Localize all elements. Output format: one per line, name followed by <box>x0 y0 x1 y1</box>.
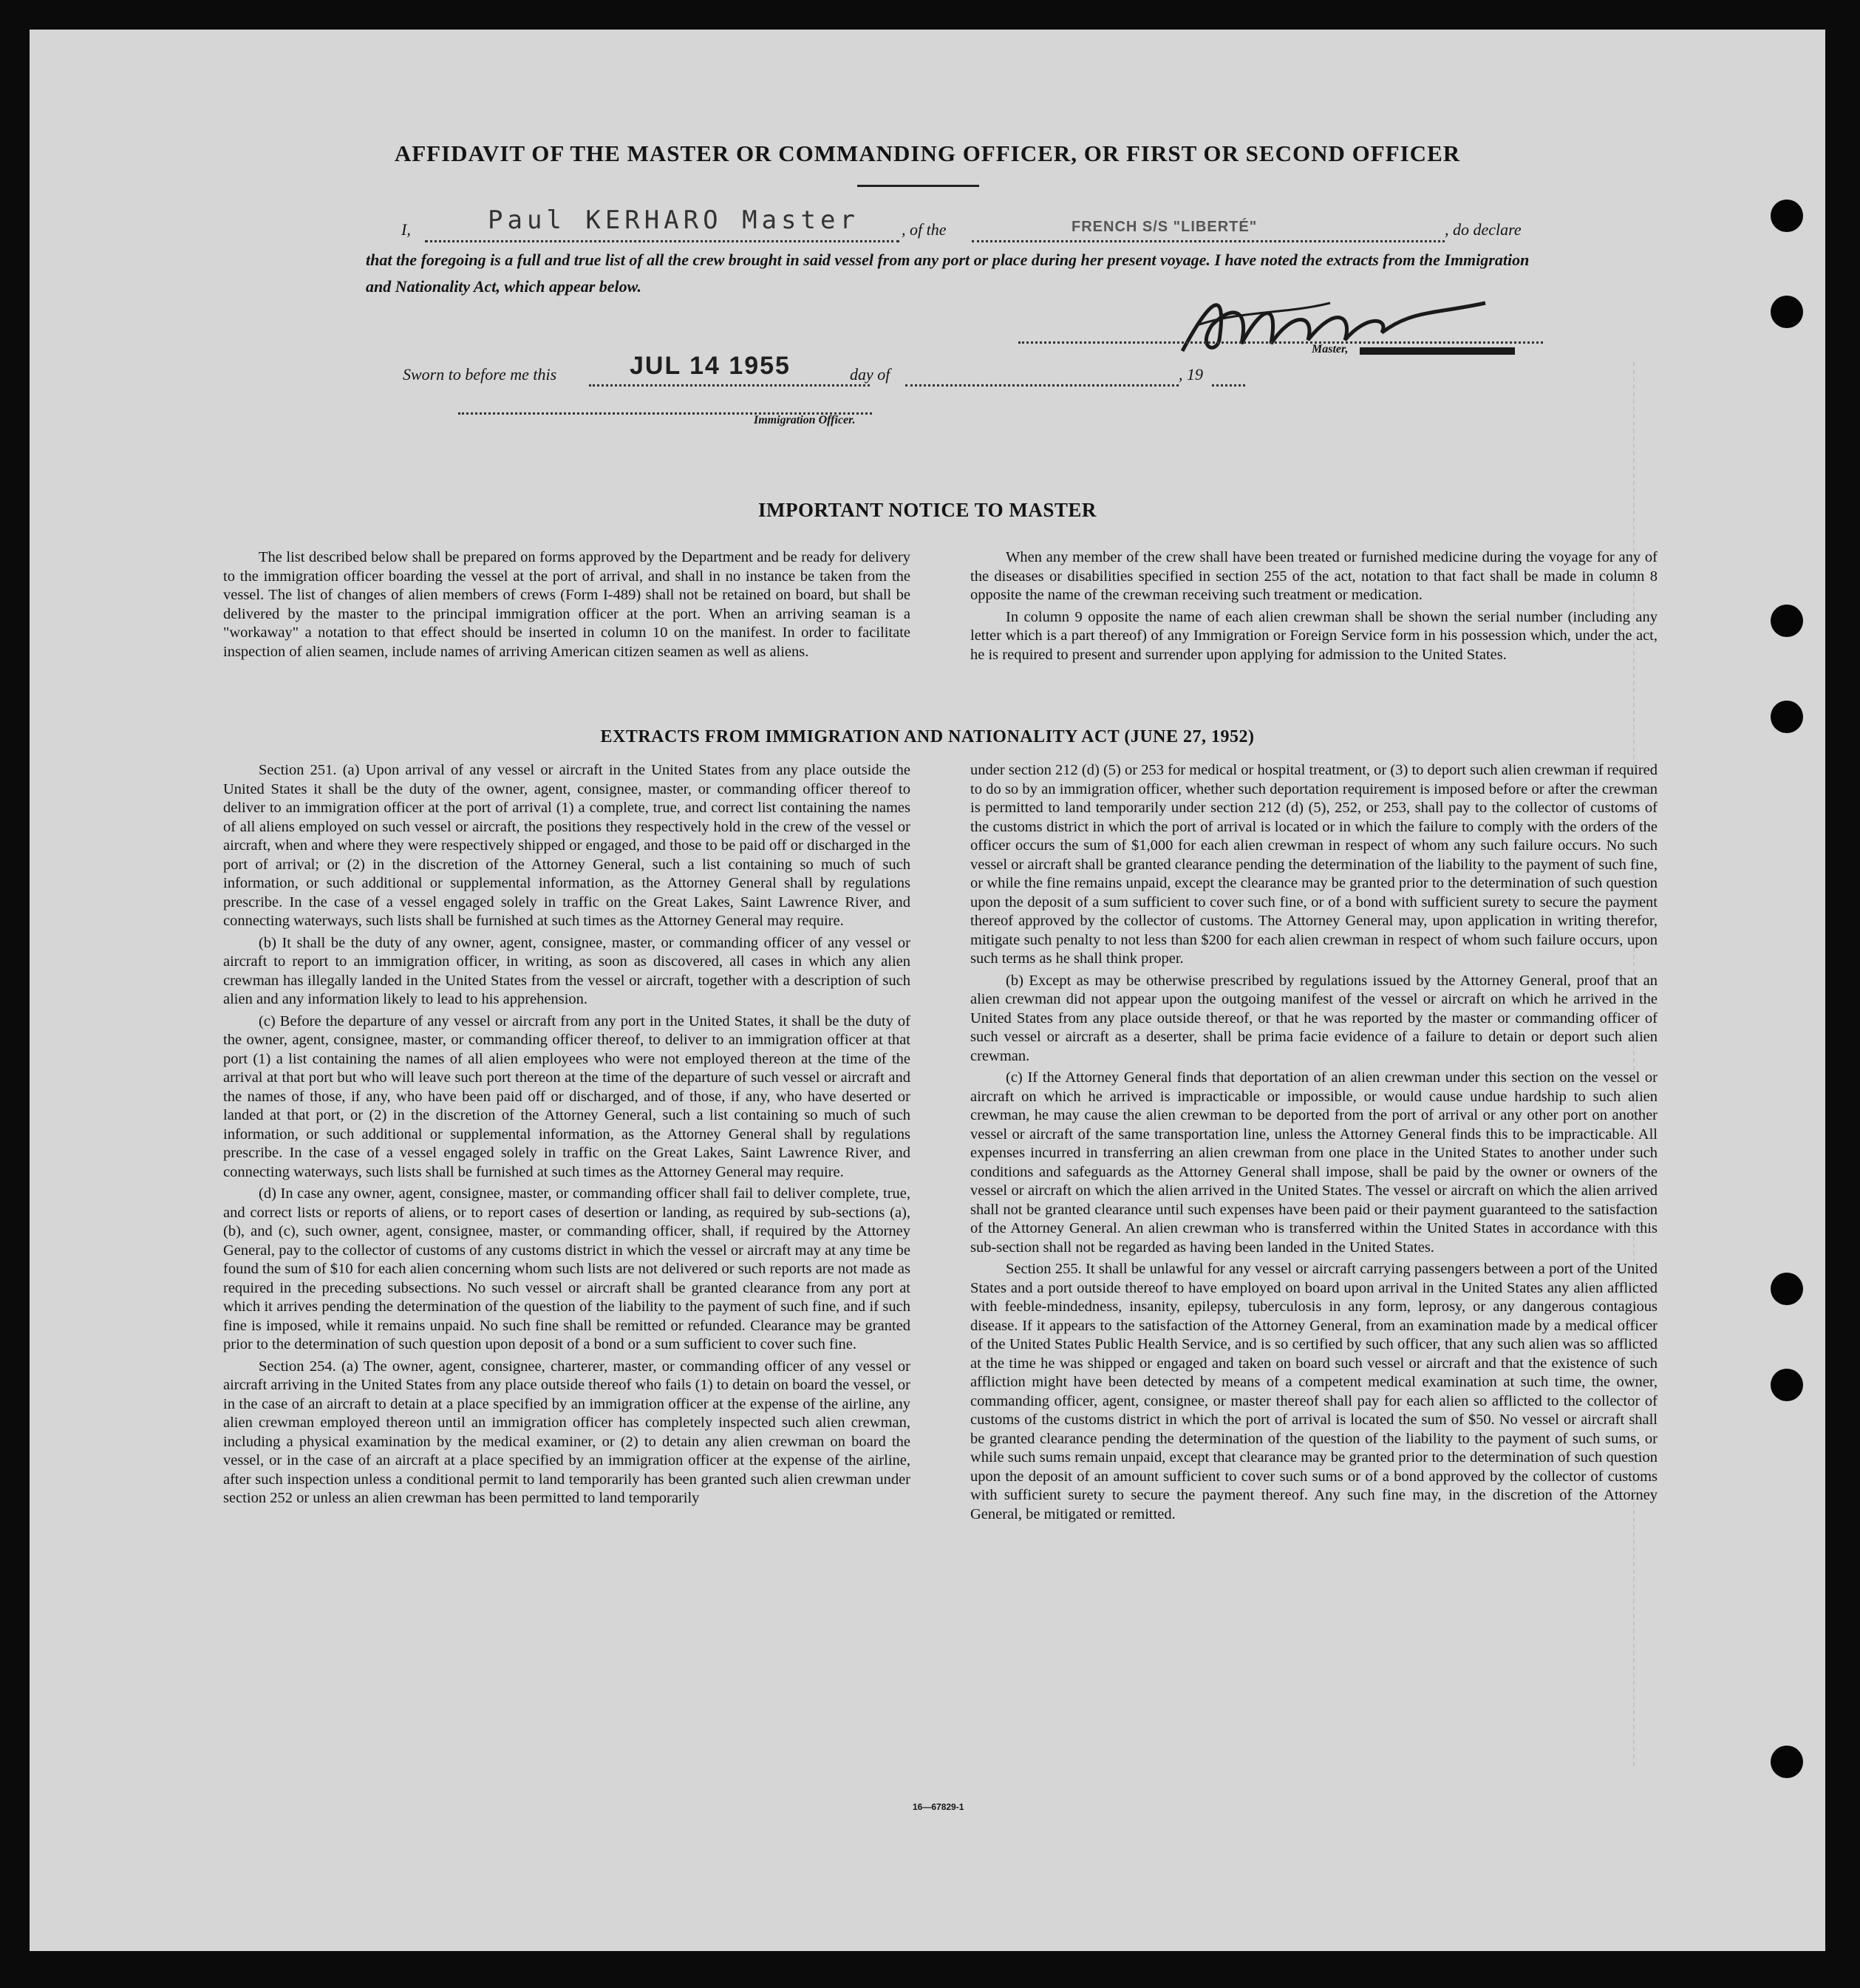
year-line <box>1212 384 1245 387</box>
extracts-left-column <box>223 761 910 1511</box>
notice-right-paragraph: In column 9 opposite the name of each alien crewman shall be shown the serial number (including any letter which is a part thereof) of any Immigration or Foreign Service form in his possession which, under the act, he is required to present and surrender upon applying for admission to the United States. <box>970 608 1658 663</box>
form-code: 16—67829-1 <box>913 1802 964 1812</box>
master-label: Master, <box>1312 343 1349 355</box>
signature-line <box>1018 341 1543 344</box>
vessel-line <box>972 240 1445 242</box>
do-declare-label: , do declare <box>1445 220 1522 239</box>
master-signature <box>1168 281 1522 370</box>
section-251-b: (b) It shall be the duty of any owner, agent, consignee, master, or commanding officer of any vessel or aircraft to report to an immigration officer, in writing, as soon as discovered, all cases in which any alien crewman has illegally landed in the United States from the vessel or aircraft, together with a description of such alien and any information likely to lead to his apprehension. <box>223 934 910 1007</box>
document-page <box>30 30 1825 1951</box>
declarant-name: Paul KERHARO Master <box>488 205 859 235</box>
sworn-day-line <box>589 384 870 387</box>
struck-title <box>1360 347 1515 355</box>
notice-right-paragraph: When any member of the crew shall have been treated or furnished medicine during the voyage for any of the diseases or disabilities specified in section 255 of the act, notation to that fact shall be made in column 8 opposite the name of the crewman receiving such treatment or medication. <box>970 549 1658 603</box>
extracts-right-column <box>970 761 1658 1527</box>
section-254-a-cont: under section 212 (d) (5) or 253 for medical or hospital treatment, or (3) to deport such alien crewman if required to do so by an immigration officer, whether such deportation requirement is imposed before or after the crewman is permitted to land temporarily under section 212 (d) (5), 252, or 253, shall pay to the collector of customs of the customs district in which the port of arrival is located or in which the failure to comply with the orders of the officer occurs the sum of $1,000 for each alien crewman in respect of whom any such failure occurs. No such vessel or aircraft shall be granted clearance pending the determination of the liability to the payment of such fine, or while the fine remains unpaid, except the clearance may be granted prior to the determination of such question upon the deposit of a sum sufficient to cover such fine, or of a bond with sufficient surety to secure the payment thereof approved by the collector of customs. The Attorney General may, upon application in writing therefor, mitigate such penalty to not less than $200 for each alien crewman in respect of whom such failure occurs, upon such terms as he shall think proper. <box>970 762 1658 967</box>
section-254-b: (b) Except as may be otherwise prescribed by regulations issued by the Attorney General, proof that an alien crewman did not appear upon the outgoing manifest of the vessel or aircraft on which he arrived in the United States from any place outside thereof, or that he was reported by the master or commanding officer of such vessel or aircraft as a deserter, shall be prima facie evidence of a failure to detain or deport such alien crewman. <box>970 972 1658 1064</box>
affidavit-statement: that the foregoing is a full and true list of all the crew brought in said vessel from any port or place during her present voyage. I have noted the extracts from the Immigration and Nationality Act, which appear below. <box>366 251 1530 296</box>
section-254-a: Section 254. (a) The owner, agent, consignee, charterer, master, or commanding officer of any vessel or aircraft arriving in the United States from any place outside thereof who fails (1) to detain on board the vessel, or in the case of an aircraft to detain at a place specified by an immigration officer at the expense of the airline, any alien crewman employed thereon until an immigration officer has completely inspected such alien crewman, including a physical examination by the medical examiner, or (2) to detain any alien crewman on board the vessel, or in the case of an aircraft at a place specified by an immigration officer at the expense of the airline, after such inspection unless a conditional permit to land temporarily has been granted such alien crewman under section 252 or unless an alien crewman has been permitted to land temporarily <box>223 1358 910 1506</box>
punch-hole <box>1771 296 1803 328</box>
officer-label: Immigration Officer. <box>754 414 856 426</box>
declarant-line <box>425 240 899 242</box>
punch-hole <box>1771 200 1803 232</box>
section-251-c: (c) Before the departure of any vessel or aircraft from any port in the United States, it shall be the duty of the owner, agent, consignee, master, or commanding officer thereof, to deliver to an immigration officer at that port (1) a list containing the names of all alien employees who were not employed thereon at the time of the arrival at that port but who will leave such port thereon at the time of the departure of such vessel or aircraft and the names of those, if any, who have been paid off or discharged, and of those, if any, who have deserted or landed at that port, or (2) in the discretion of the Attorney General, such a list containing so much of such information, or such additional or supplemental information, as the Attorney General shall by regulations prescribe. In the case of a vessel engaged solely in traffic on the Great Lakes, Saint Lawrence River, and connecting waterways, such lists shall be furnished at such times as the Attorney General may require. <box>223 1012 910 1180</box>
section-251-a: Section 251. (a) Upon arrival of any vessel or aircraft in the United States from any place outside the United States it shall be the duty of the owner, agent, consignee, master, or commanding officer thereof to deliver to an immigration officer at the port of arrival (1) a complete, true, and correct list containing the names of all aliens employed on such vessel or aircraft, the positions they respectively hold in the crew of the vessel or aircraft, when and where they were respectively shipped or engaged, and those to be paid off or discharged in the port of arrival; or (2) in the discretion of the Attorney General, such a list containing so much of such information, or such additional or supplemental information, as the Attorney General shall by regulations prescribe. In the case of a vessel engaged solely in traffic on the Great Lakes, Saint Lawrence River, and connecting waterways, such lists shall be furnished at such times as the Attorney General may require. <box>223 762 910 929</box>
day-of-label: day of <box>850 365 890 384</box>
notice-title: IMPORTANT NOTICE TO MASTER <box>758 499 1097 521</box>
month-line <box>905 384 1179 387</box>
notice-left <box>223 548 910 664</box>
section-254-c: (c) If the Attorney General finds that deportation of an alien crewman under this section on the vessel or aircraft on which he arrived is impracticable or impossible, or would cause undue hardship to such alien crewman, he may cause the alien crewman to be deported from the port of arrival or any other port on another vessel or aircraft of the same transportation line, unless the Attorney General finds this to be impracticable. All expenses incurred in transferring an alien crewman from one place in the United States to another under such conditions and safeguards as the Attorney General shall impose, shall be paid by the owner or owners of the vessel or aircraft on which the alien arrived in the United States. The vessel or aircraft on which the alien arrived shall not be granted clearance until such expenses have been paid or their payment guaranteed to the satisfaction of the Attorney General. An alien crewman who is transferred within the United States in accordance with this sub-section shall not be regarded as having been landed in the United States. <box>970 1069 1658 1256</box>
title-underline <box>857 185 979 187</box>
sworn-date-stamp: JUL 14 1955 <box>630 352 791 380</box>
affidavit-title: AFFIDAVIT OF THE MASTER OR COMMANDING OFFICER, OR FIRST OR SECOND OFFICER <box>394 140 1461 166</box>
section-251-d: (d) In case any owner, agent, consignee, master, or commanding officer shall fail to deliver complete, true, and correct lists or reports of aliens, or to report cases of desertion or landing, as required by sub-sections (a), (b), and (c), such owner, agent, consignee, master, or commanding officer, shall, if required by the Attorney General, pay to the collector of customs of any customs district in which the vessel or aircraft may at any time be found the sum of $10 for each alien concerning whom such lists are not delivered or such reports are not made as required in the preceding subsections. No such vessel or aircraft shall be granted clearance from any port at which it arrives pending the determination of the question of the liability to the payment of such fine, and if such fine is imposed, while it remains unpaid. No such fine shall be remitted or refunded. Clearance may be granted prior to the determination of such question upon deposit of a bond or a sum sufficient to cover such fine. <box>223 1185 910 1352</box>
year-label: , 19 <box>1179 365 1203 384</box>
of-the-label: , of the <box>902 220 947 239</box>
sworn-label: Sworn to before me this <box>403 365 557 384</box>
vessel-name: FRENCH S/S "LIBERTÉ" <box>1072 219 1258 235</box>
notice-right <box>970 548 1658 667</box>
notice-left-paragraph: The list described below shall be prepared on forms approved by the Department and be ready for delivery to the immigration officer boarding the vessel at the port of arrival, and shall in no instance be taken from the vessel. The list of changes of alien members of crews (Form I-489) shall not be retained on board, but shall be delivered by the master to the principal immigration officer at the port. When an arriving seaman is a "workaway" a notation to that effect should be inserted in column 10 on the manifest. In order to facilitate inspection of alien seamen, include names of arriving American citizen seamen as well as aliens. <box>223 549 910 660</box>
i-label: I, <box>401 220 411 239</box>
extracts-title: EXTRACTS FROM IMMIGRATION AND NATIONALITY ACT (JUNE 27, 1952) <box>600 727 1255 746</box>
section-255: Section 255. It shall be unlawful for any vessel or aircraft carrying passengers between a port of the United States and a port outside thereof to have employed on board upon arrival in the United States any alien afflicted with feeble-mindedness, insanity, epilepsy, tuberculosis in any form, leprosy, or any dangerous contagious disease. If it appears to the satisfaction of the Attorney General, from an examination made by a medical officer of the United States Public Health Service, and is so certified by such officer, that any such alien was so afflicted at the time he was shipped or engaged and taken on board such vessel or aircraft and that the existence of such affliction might have been detected by means of a competent medical examination at such time, the owner, commanding officer, agent, consignee, or master thereof shall pay for each alien so afflicted to the collector of customs of the customs district in which the port of arrival is located the sum of $50. No vessel or aircraft shall be granted clearance pending the determination of the question of the liability to the payment of such sums, or while such sums remain unpaid, except that clearance may be granted prior to the determination of such question upon the deposit of an amount sufficient to cover such sums or of a bond approved by the collector of customs with sufficient surety to secure the payment thereof. Any such fine may, in the discretion of the Attorney General, be mitigated or remitted. <box>970 1261 1658 1522</box>
